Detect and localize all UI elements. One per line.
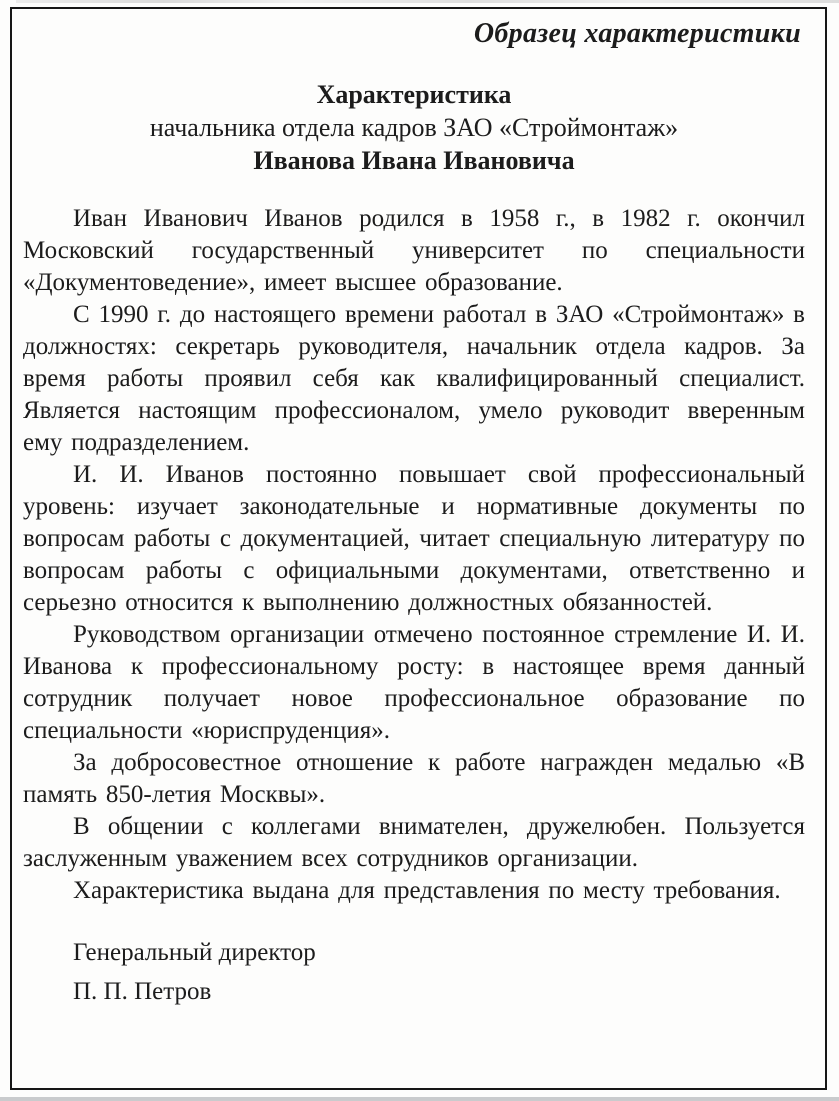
scan-artifact-top (16, 0, 839, 3)
scan-artifact-bottom (0, 1097, 839, 1101)
paragraph: И. И. Иванов постоянно повышает свой профессиональный уровень: изучает законодательные и нормативные документы по вопросам работы с документацией, читает специальную литературу по вопросам работы с официальными документами, ответственно и серьезно относится к выполнению должностных обязанностей. (23, 461, 805, 616)
document-body (23, 203, 805, 907)
page-border-frame (10, 7, 827, 1090)
paragraph: Руководством организации отмечено постоянное стремление И. И. Иванова к профессиональному росту: в настоящее время данный сотрудник получает новое профессиональное образование по специальности «юриспруденция». (23, 621, 805, 744)
paragraph: За добросовестное отношение к работе награжден медалью «В память 850-летия Москвы». (23, 749, 805, 808)
title-position-line: начальника отдела кадров ЗАО «Строймонтаж» (149, 113, 679, 142)
signature-position: Генеральный директор (73, 939, 316, 966)
document-title: Характеристика (316, 80, 512, 109)
paragraph: В общении с коллегами внимателен, дружелюбен. Пользуется заслуженным уважением всех сотрудников организации. (23, 813, 805, 872)
paragraph: Характеристика выдана для представления по месту требования. (73, 877, 781, 904)
signature-name: П. П. Петров (73, 978, 212, 1005)
signature-block (73, 933, 805, 1011)
title-name-line: Иванова Ивана Ивановича (253, 146, 575, 175)
sample-label: Образец характеристики (473, 18, 801, 49)
paragraph: Иван Иванович Иванов родился в 1958 г., в 1982 г. окончил Московский государственный университет по специальности «Документоведение», имеет высшее образование. (23, 205, 805, 296)
title-block (23, 78, 805, 177)
paragraph: С 1990 г. до настоящего времени работал в ЗАО «Строймонтаж» в должностях: секретарь руководителя, начальник отдела кадров. За время работы проявил себя как квалифицированный специалист. Является настоящим профессионалом, умело руководит вверенным ему подразделением. (23, 301, 805, 456)
